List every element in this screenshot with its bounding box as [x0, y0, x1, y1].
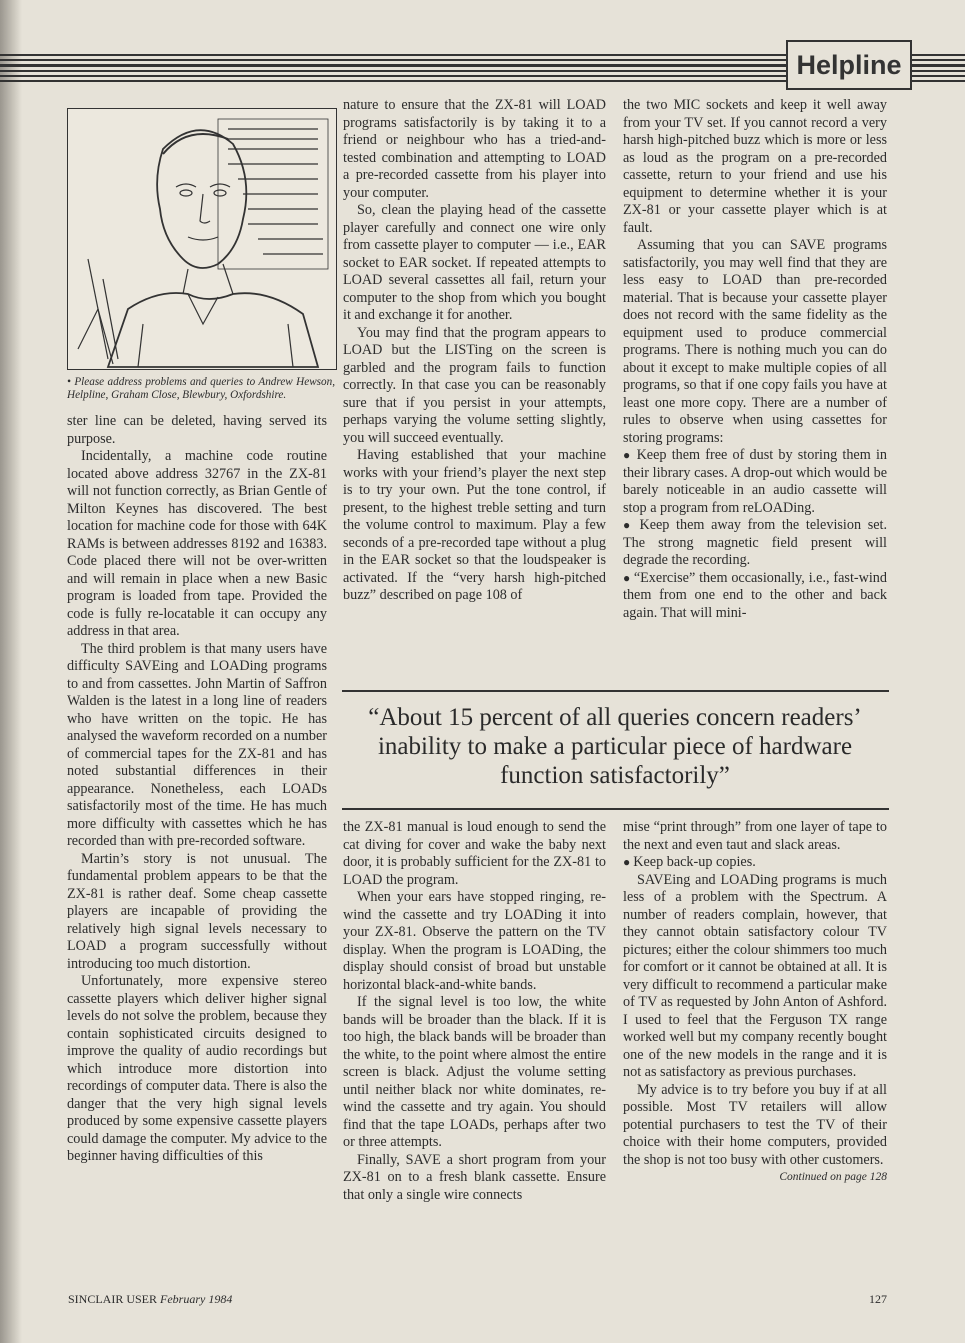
man-portrait-icon [68, 109, 336, 369]
column-3-top [623, 97, 887, 622]
paragraph: When your ears have stopped ringing, re-wind the cassette and try LOADing it into your ZX-81. Observe the pattern on the TV display. When the program is LOADing, the display should consist of broad but unstable horizontal black-and-white bands. [343, 889, 606, 993]
section-title: Helpline [786, 40, 912, 90]
paragraph [623, 570, 887, 623]
paragraph-text: “Exercise” them occasionally, i.e., fast-wind them from one end to the other and back again. That will mini- [623, 569, 887, 621]
paragraph [623, 854, 887, 872]
publication-name: SINCLAIR USER [68, 1292, 158, 1306]
column-3-bottom [623, 819, 887, 1187]
column-2-top [343, 97, 606, 605]
issue-date: February 1984 [160, 1292, 233, 1306]
paragraph: the ZX-81 manual is loud enough to send the cat diving for cover and wake the baby next door, it is probably sufficient for the ZX-81 to LOAD the program. [343, 819, 606, 888]
paragraph: My advice is to try before you buy if at all possible. Most TV retailers will allow potential purchasers to test the TV of their choice with their home computers, provided the shop is not too busy with other customers. [623, 1081, 887, 1168]
paragraph: Assuming that you can SAVE programs satisfactorily, you may well find that they are less easy to LOAD than pre-recorded material. That is because your cassette player does not record with the same fidelity as the equipment used to produce commercial programs. There is nothing much you can do about it except to make multiple copies of all programs, so that if one copy fails you have at least one more copy. There are a number of rules to observe when using cassettes for storing programs: [623, 237, 887, 446]
paragraph-text: Keep back-up copies. [633, 854, 756, 870]
paragraph: Unfortunately, more expensive stereo cassette players which deliver higher signal levels do not solve the problem, because they contain sophisticated circuits designed to improve the quality of audio recordings but which introduce more distortion into recordings of computer data. There is also the danger that the very high signal levels produced by some expensive cassette players could damage the computer. My advice to the beginner having difficulties of this [67, 973, 327, 1164]
paragraph: The third problem is that many users have difficulty SAVEing and LOADing programs to and from cassettes. John Martin of Saffron Walden is the latest in a long line of readers who have written on the topic. He has analysed the waveform recorded on a number of commercial tapes for the ZX-81 and has noted substantial differences in their appearance. Nonetheless, each LOADs satisfactorily most of the time. He has much more difficulty with cassettes which he has recorded than with pre-recorded software. [67, 640, 327, 849]
page-number: 127 [869, 1292, 887, 1306]
paragraph: You may find that the program appears to LOAD but the LISTing on the screen is garbled and the program fails to function correctly. In that case you can be reasonably sure that if you persist in your attempts, perhaps varying the volume setting slightly, you will succeed eventually. [343, 324, 606, 446]
paragraph: ster line can be deleted, having served its purpose. [67, 413, 327, 447]
bullet-icon: ● [623, 855, 634, 869]
pull-quote-bottom-rule [342, 808, 889, 810]
paragraph: Incidentally, a machine code routine located above address 32767 in the ZX-81 will not function correctly, as Brian Gentle of Milton Keynes has discovered. The best location for machine code for those with 64K RAMs is between addresses 8192 and 16383. Code placed there will not be over-written and will remain in place when a new Basic program is loaded from tape. Provided the code is fully re-locatable it can occupy any address in that area. [67, 448, 327, 639]
paragraph: So, clean the playing head of the cassette player carefully and connect one wire only from cassette player to computer — i.e., EAR socket to EAR socket. If repeated attempts to LOAD several cassettes all fail, return your computer to the shop from which you bought it and exchange it for another. [343, 202, 606, 323]
illustration-caption: • Please address problems and queries to Andrew Hewson, Helpline, Graham Close, Blewbury, Oxfordshire. [67, 376, 335, 402]
paragraph: the two MIC sockets and keep it well away from your TV set. If you cannot record a very harsh high-pitched buzz which is more or less as loud as the program on a pre-recorded cassette, return to your friend and use his equipment to determine whether it is your ZX-81 or your cassette player which is at fault. [623, 97, 887, 236]
bullet-icon: ● [623, 448, 637, 462]
author-portrait [67, 108, 337, 370]
paragraph [623, 447, 887, 517]
paragraph: Having established that your machine works with your friend’s player the next step is to try your own. Put the tone control, if present, to the highest treble setting and turn the volume control to maximum. Play a few seconds of a pre-recorded tape without a plug in the EAR socket so that the loudspeaker is activated. If the “very harsh high-pitched buzz” described on page 108 of [343, 447, 606, 603]
pull-quote-top-rule [342, 690, 889, 692]
column-1 [67, 413, 327, 1166]
paragraph: mise “print through” from one layer of tape to the next and even taut and slack areas. [623, 819, 887, 853]
bullet-icon: ● [623, 570, 634, 585]
paragraph: nature to ensure that the ZX-81 will LOAD programs satisfactorily is by taking it to a friend or neighbour who has a tried-and-tested combination and attempting to LOAD a pre-recorded cassette from his player into your computer. [343, 97, 606, 201]
column-2-bottom [343, 819, 606, 1204]
footer-publication [68, 1292, 232, 1307]
paragraph [623, 517, 887, 570]
pull-quote: “About 15 percent of all queries concern readers’ inability to make a particular piece of hardware function satisfactorily” [368, 704, 862, 789]
paragraph-text: Keep them free of dust by storing them in their library cases. A drop-out which would be barely noticeable in an audio cassette will stop a program from reLOADing. [623, 447, 887, 516]
page-gutter-shadow [0, 0, 22, 1343]
paragraph: Martin’s story is not unusual. The fundamental problem appears to be that the ZX-81 is rather deaf. Some cheap cassette players are incapable of providing the relatively high signal levels necessary to LOAD a program successfully without introducing too much distortion. [67, 850, 327, 972]
continued-link[interactable]: Continued on page 128 [779, 1171, 887, 1183]
paragraph: If the signal level is too low, the white bands will be broader than the black. If it is too high, the black bands will be broader than the white, to the point where almost the entire screen is black. Adjust the volume setting until neither black nor white dominates, re-wind the cassette and try again. You should find that the tape LOADs, perhaps after two or three attempts. [343, 994, 606, 1150]
bullet-icon: ● [623, 518, 640, 532]
paragraph: Finally, SAVE a short program from your ZX-81 on to a fresh blank cassette. Ensure that only a single wire connects [343, 1151, 606, 1203]
paragraph-text: Keep them away from the television set. The strong magnetic field present will degrade the recording. [623, 517, 887, 568]
paragraph: SAVEing and LOADing programs is much less of a problem with the Spectrum. A number of readers complain, however, that they cannot obtain satisfactory colour TV pictures; either the colour shimmers too much for comfort or it cannot be obtained at all. It is very difficult to recommend a particular make of TV as requested by John Anton of Ashford. I used to feel that the Ferguson TX range worked well but my company recently bought one of the new models in the range and it is not as satisfactory as previous purchases. [623, 871, 887, 1080]
